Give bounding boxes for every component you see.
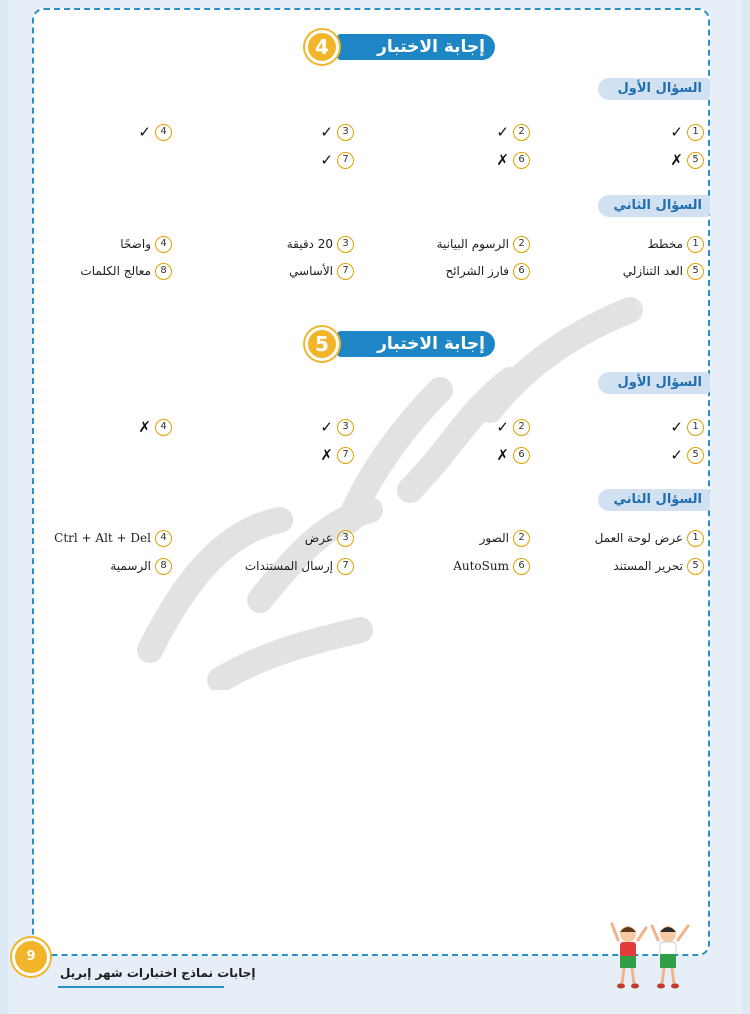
check-mark: ✓ (670, 418, 683, 436)
check-mark: ✓ (496, 123, 509, 141)
item-number: 4 (155, 530, 172, 547)
item-number: 5 (687, 152, 704, 169)
item-number: 1 (687, 236, 704, 253)
item-number: 5 (687, 447, 704, 464)
item-number: 7 (337, 263, 354, 280)
item-number: 1 (687, 530, 704, 547)
answer-item (496, 122, 530, 142)
answer-item (320, 122, 354, 142)
item-number: 7 (337, 558, 354, 575)
answer-text: تحرير المستند (613, 559, 683, 573)
answer-item (80, 261, 172, 281)
item-number: 3 (337, 236, 354, 253)
answer-item (289, 261, 354, 281)
check-mark: ✓ (138, 123, 151, 141)
section-header-4 (305, 30, 495, 64)
section-number-badge: 4 (305, 30, 339, 64)
item-number: 1 (687, 419, 704, 436)
answer-item (613, 556, 704, 576)
cross-mark: ✗ (496, 446, 509, 464)
cross-mark: ✗ (320, 446, 333, 464)
answer-text: الأساسي (289, 264, 333, 278)
cross-mark: ✗ (138, 418, 151, 436)
answer-sheet-frame (32, 8, 710, 956)
answer-item (445, 261, 530, 281)
cross-mark: ✗ (670, 151, 683, 169)
footer-caption: إجابات نماذج اختبارات شهر إبريل (60, 966, 256, 980)
item-number: 8 (155, 558, 172, 575)
item-number: 7 (337, 447, 354, 464)
section-title: إجابة الاختبار (337, 34, 495, 60)
answer-item (120, 234, 172, 254)
check-mark: ✓ (496, 418, 509, 436)
answer-item (138, 417, 172, 437)
answer-text: الصور (479, 531, 509, 545)
answer-item (245, 556, 354, 576)
answer-item (496, 150, 530, 170)
check-mark: ✓ (320, 123, 333, 141)
answer-text: الرسوم البيانية (436, 237, 509, 251)
answer-text: واضحًا (120, 237, 151, 251)
answer-item (670, 122, 704, 142)
answer-text: إرسال المستندات (244, 559, 333, 573)
question-label: السؤال الأول (598, 372, 710, 394)
item-number: 5 (687, 558, 704, 575)
item-number: 2 (513, 236, 530, 253)
answer-item (480, 528, 530, 548)
answer-item (138, 122, 172, 142)
answer-item (287, 234, 354, 254)
check-mark: ✓ (320, 418, 333, 436)
section-header-5 (305, 327, 495, 361)
answer-item (595, 528, 704, 548)
item-number: 4 (155, 236, 172, 253)
answer-item (320, 417, 354, 437)
check-mark: ✓ (670, 446, 683, 464)
answer-text: Ctrl + Alt + Del (54, 531, 151, 545)
answer-item (110, 556, 172, 576)
answer-item (320, 445, 354, 465)
answer-item (496, 417, 530, 437)
item-number: 3 (337, 419, 354, 436)
item-number: 6 (513, 558, 530, 575)
item-number: 3 (337, 530, 354, 547)
answer-item (648, 234, 704, 254)
answer-item (670, 445, 704, 465)
item-number: 3 (337, 124, 354, 141)
check-mark: ✓ (320, 151, 333, 169)
answer-text: 20 دقيقة (286, 237, 333, 251)
answer-text: AutoSum (453, 559, 509, 573)
item-number: 7 (337, 152, 354, 169)
answer-item (670, 417, 704, 437)
answer-item (670, 150, 704, 170)
answer-item (453, 556, 530, 576)
item-number: 2 (513, 419, 530, 436)
item-number: 4 (155, 124, 172, 141)
item-number: 2 (513, 124, 530, 141)
section-title: إجابة الاختبار (337, 331, 495, 357)
answer-item (320, 150, 354, 170)
item-number: 8 (155, 263, 172, 280)
answer-text: مخطط (647, 237, 683, 251)
question-label: السؤال الأول (598, 78, 710, 100)
answer-text: عرض لوحة العمل (594, 531, 683, 545)
answer-item (54, 528, 172, 548)
footer-divider (58, 986, 224, 988)
section-number-badge: 5 (305, 327, 339, 361)
answer-text: معالج الكلمات (80, 264, 151, 278)
answer-text: العد التنازلي (622, 264, 683, 278)
item-number: 4 (155, 419, 172, 436)
item-number: 6 (513, 152, 530, 169)
item-number: 1 (687, 124, 704, 141)
page-number: 9 (12, 938, 50, 976)
kids-illustration (606, 918, 696, 1000)
question-label: السؤال الثاني (598, 489, 710, 511)
question-label: السؤال الثاني (598, 195, 710, 217)
answer-item (305, 528, 354, 548)
answer-text: عرض (304, 531, 333, 545)
item-number: 6 (513, 447, 530, 464)
cross-mark: ✗ (496, 151, 509, 169)
answer-text: الرسمية (110, 559, 151, 573)
answer-text: فارز الشرائح (445, 264, 509, 278)
answer-item (623, 261, 704, 281)
item-number: 6 (513, 263, 530, 280)
check-mark: ✓ (670, 123, 683, 141)
answer-item (437, 234, 530, 254)
item-number: 2 (513, 530, 530, 547)
answer-item (496, 445, 530, 465)
item-number: 5 (687, 263, 704, 280)
